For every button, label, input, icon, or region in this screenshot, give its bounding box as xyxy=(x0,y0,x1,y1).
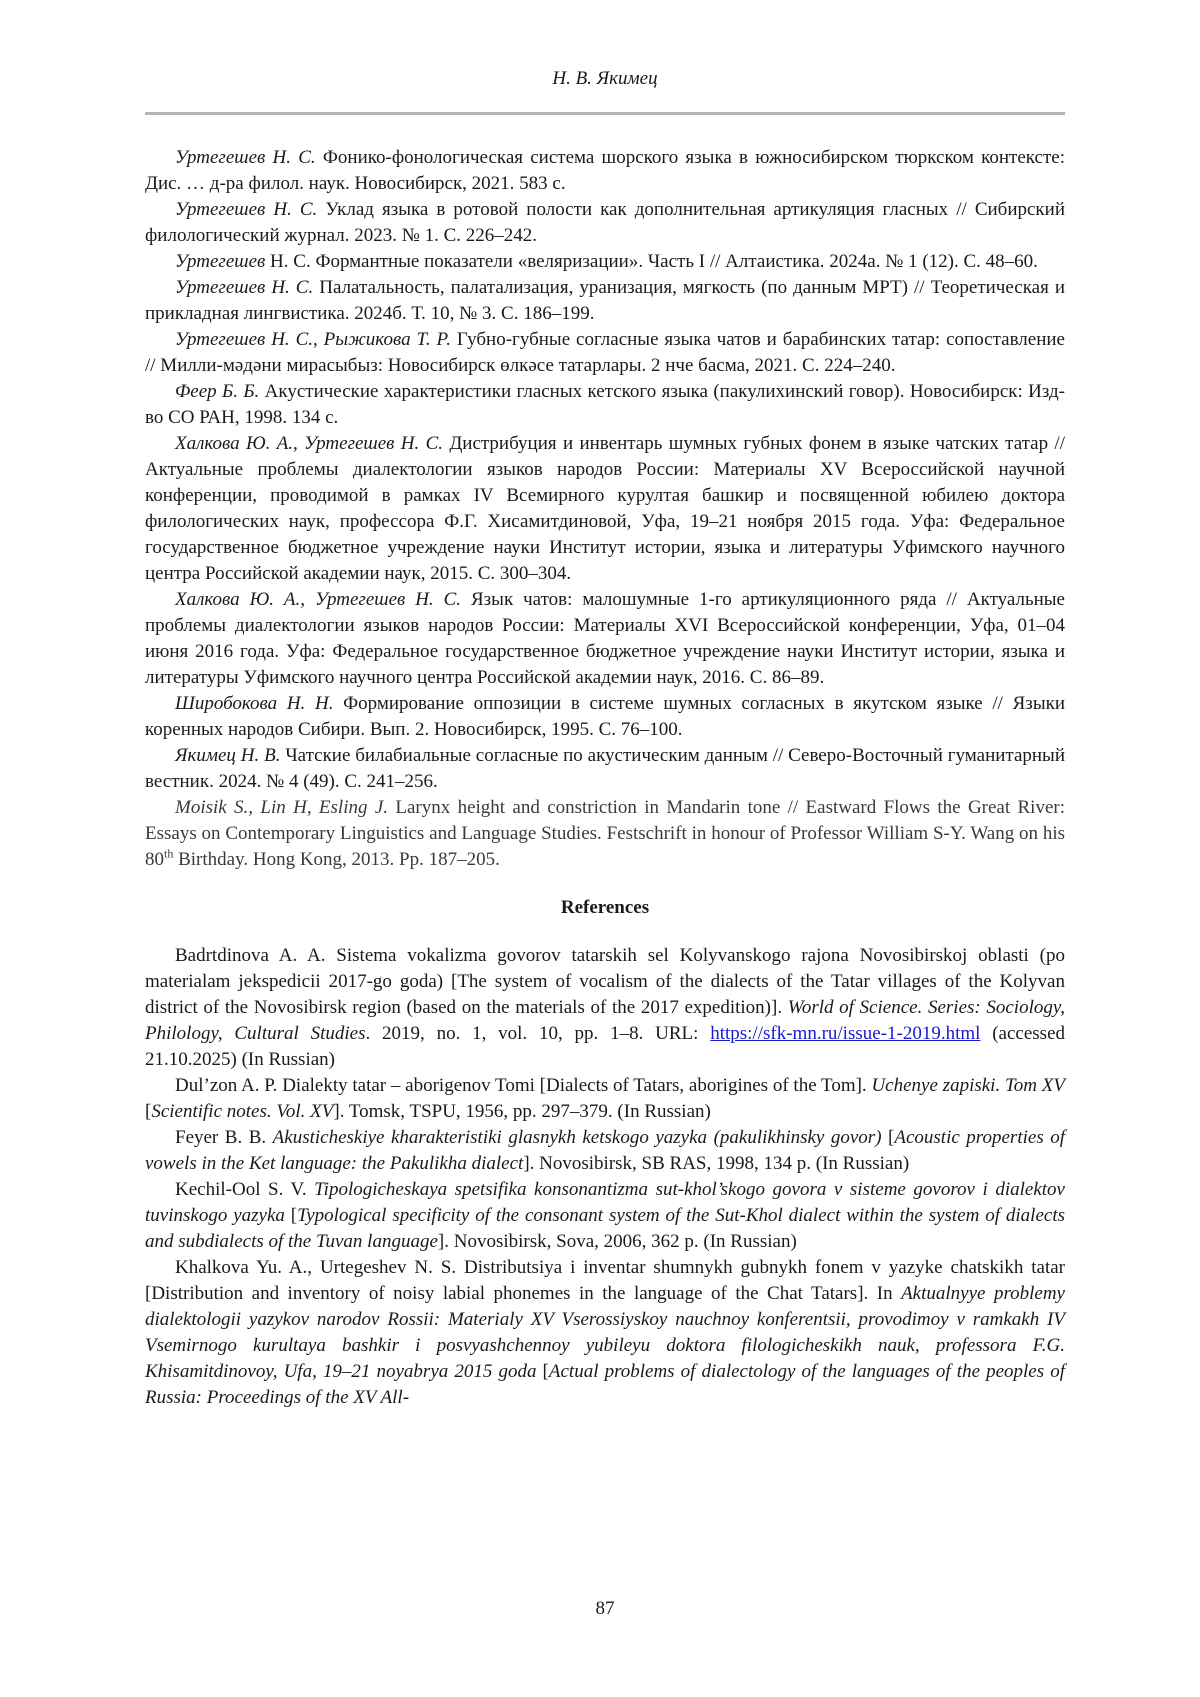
reference-entry-khalkova xyxy=(145,1255,1065,1411)
reference-entry xyxy=(145,275,1065,327)
reference-text: [ xyxy=(145,1101,152,1122)
reference-text: Feyer B. B. xyxy=(175,1127,273,1148)
reference-authors: Уртегешев Н. С. xyxy=(175,277,314,298)
reference-text: (accessed 21.10.2025) (In Russian) xyxy=(145,1023,1065,1070)
page-number: 87 xyxy=(595,1598,615,1619)
source-title: Tipologicheskaya spetsifika konsonantizma sut-khol’skogo govora v sisteme govorov i dialektov tuvinskogo yazyka xyxy=(145,1179,1065,1226)
reference-text: Dul’zon A. P. Dialekty tatar – aborigenov Tomi [Dialects of Tatars, aborigines of the Tom]. xyxy=(175,1075,872,1096)
reference-text: ]. Novosibirsk, SB RAS, 1998, 134 p. (In Russian) xyxy=(523,1153,910,1174)
reference-text: Kechil-Ool S. V. xyxy=(175,1179,315,1200)
reference-authors: Феер Б. Б. xyxy=(175,381,260,402)
source-title: Aktualnyye problemy dialektologii yazykov narodov Rossii: Materialy XV Vserossiyskoy nauchnoy konferentsii, provodimoy v ramkakh IV Vsemirnogo kurultaya bashkir i posvyashchennoy yubileyu doktora filologicheskikh nauk, professora F.G. Khisamitdinovoy, Ufa, 19–21 noyabrya 2015 goda xyxy=(145,1283,1065,1382)
reference-text: Khalkova Yu. A., Urtegeshev N. S. Distributsiya i inventar shumnykh gubnykh fonem v yazyke chatskikh tatar [Distribution and inventory of noisy labial phonemes in the language of the Chat Tatars]. In xyxy=(145,1257,1065,1304)
reference-authors: Уртегешев Н. С. xyxy=(175,147,316,168)
reference-entry-dulzon xyxy=(145,1073,1065,1125)
reference-text: Уклад языка в ротовой полости как дополнительная артикуляция гласных // Сибирский филологический журнал. 2023. № 1. С. 226–242. xyxy=(145,199,1065,246)
reference-authors: Уртегешев Н. С., Рыжикова Т. Р. xyxy=(175,329,451,350)
reference-entry-moisik xyxy=(145,795,1065,873)
reference-text: Birthday. Hong Kong, 2013. Pp. 187–205. xyxy=(173,849,500,870)
reference-entry xyxy=(145,145,1065,197)
reference-authors: Халкова Ю. А., Уртегешев Н. С. xyxy=(175,433,443,454)
reference-text: Чатские билабиальные согласные по акустическим данным // Северо-Восточный гуманитарный вестник. 2024. № 4 (49). С. 241–256. xyxy=(145,745,1065,792)
reference-text: Язык чатов: малошумные 1-го артикуляционного ряда // Актуальные проблемы диалектологии языков народов России: Материалы XVI Всероссийской конференции, Уфа, 01–04 июня 2016 года. Уфа: Федеральное государственное бюджетное учреждение науки Институт истории, языка и литературы Уфимского научного центра Российской академии наук, 2016. С. 86–89. xyxy=(145,589,1065,688)
source-title: Akusticheskiye kharakteristiki glasnykh ketskogo yazyka (pakulikhinsky govor) xyxy=(272,1127,882,1148)
source-title: Uchenye zapiski. Tom XV xyxy=(871,1075,1065,1096)
reference-text: ]. Tomsk, TSPU, 1956, pp. 297–379. (In Russian) xyxy=(333,1101,711,1122)
reference-entry xyxy=(145,249,1065,275)
reference-url-link[interactable]: https://sfk-mn.ru/issue-1-2019.html xyxy=(710,1023,981,1044)
reference-text: Дистрибуция и инвентарь шумных губных фонем в языке чатских татар // Актуальные проблемы диалектологии языков народов России: Материалы XV Всероссийской научной конференции, проводимой в рамках IV Всемирного курултая башкир и посвященной юбилею доктора филологических наук, профессора Ф.Г. Хисамитдиновой, Уфа, 19–21 ноября 2015 года. Уфа: Федеральное государственное бюджетное учреждение науки Институт истории, языка и литературы Уфимского научного центра Российской академии наук, 2015. С. 300–304. xyxy=(145,433,1065,584)
reference-text: Формирование оппозиции в системе шумных согласных в якутском языке // Языки коренных народов Сибири. Вып. 2. Новосибирск, 1995. С. 76–100. xyxy=(145,693,1065,740)
ordinal-suffix: th xyxy=(164,846,174,861)
reference-text: Larynx height and constriction in Mandarin tone // Eastward Flows the Great River: Essays on Contemporary Linguistics and Language Studies. Festschrift in honour of Professor William S-Y. Wang on his 80 xyxy=(145,797,1065,870)
reference-text: [ xyxy=(536,1361,549,1382)
reference-authors: Широбокова Н. Н. xyxy=(175,693,334,714)
reference-text: Акустические характеристики гласных кетского языка (пакулихинский говор). Новосибирск: Изд-во СО РАН, 1998. 134 с. xyxy=(145,381,1065,428)
reference-entry xyxy=(145,743,1065,795)
reference-entry xyxy=(145,197,1065,249)
reference-authors: Халкова Ю. А., Уртегешев Н. С. xyxy=(175,589,462,610)
reference-entry xyxy=(145,691,1065,743)
reference-text: Палатальность, палатализация, уранизация, мягкость (по данным МРТ) // Теоретическая и прикладная лингвистика. 2024б. Т. 10, № 3. С. 186–199. xyxy=(145,277,1065,324)
reference-entry-kechil xyxy=(145,1177,1065,1255)
header-rule xyxy=(145,112,1065,115)
running-header: Н. В. Якимец xyxy=(552,68,658,89)
reference-text: Н. С. Формантные показатели «веляризации». Часть I // Алтаистика. 2024а. № 1 (12). С. 48–60. xyxy=(265,251,1038,272)
reference-text: [ xyxy=(881,1127,895,1148)
reference-entry-feyer xyxy=(145,1125,1065,1177)
references-heading: References xyxy=(560,897,650,918)
reference-entry xyxy=(145,327,1065,379)
source-title-translation: Actual problems of dialectology of the languages of the peoples of Russia: Proceedings of the XV All- xyxy=(145,1361,1066,1408)
reference-entry-badrtdinova xyxy=(145,943,1065,1073)
reference-text: ]. Novosibirsk, Sova, 2006, 362 p. (In Russian) xyxy=(437,1231,797,1252)
reference-entry xyxy=(145,431,1065,587)
journal-title: World of Science. Series: Sociology, Philology, Cultural Studies xyxy=(145,997,1066,1044)
source-title-translation: Typological specificity of the consonant system of the Sut-Khol dialect within the system of dialects and subdialects of the Tuvan language xyxy=(145,1205,1065,1252)
reference-authors: Уртегешев xyxy=(175,251,266,272)
source-title-translation: Acoustic properties of vowels in the Ket language: the Pakulikha dialect xyxy=(145,1127,1066,1174)
reference-authors: Уртегешев Н. С. xyxy=(175,199,318,220)
reference-text: [ xyxy=(284,1205,298,1226)
reference-text: Фонико-фонологическая система шорского языка в южносибирском тюркском контексте: Дис. … д-ра филол. наук. Новосибирск, 2021. 583 с. xyxy=(145,147,1065,194)
reference-entry xyxy=(145,379,1065,431)
reference-authors: Якимец Н. В. xyxy=(175,745,281,766)
reference-authors: Moisik S., Lin H, Esling J. xyxy=(175,797,389,818)
reference-text: . 2019, no. 1, vol. 10, pp. 1–8. URL: xyxy=(365,1023,711,1044)
source-title-translation: Scientific notes. Vol. XV xyxy=(151,1101,334,1122)
reference-text: Badrtdinova A. A. Sistema vokalizma govorov tatarskih sel Kolyvanskogo rajona Novosibirskoj oblasti (po materialam jekspedicii 2017-go goda) [The system of vocalism of the dialects of the Tatar villages of the Kolyvan district of the Novosibirsk region (based on the materials of the 2017 expedition)]. xyxy=(145,945,1065,1018)
reference-text: Губно-губные согласные языка чатов и барабинских татар: сопоставление // Милли-мәдәни мирасыбыз: Новосибирск өлкәсе татарлары. 2 нче басма, 2021. С. 224–240. xyxy=(145,329,1065,376)
reference-entry xyxy=(145,587,1065,691)
reference-list xyxy=(145,145,1065,1411)
